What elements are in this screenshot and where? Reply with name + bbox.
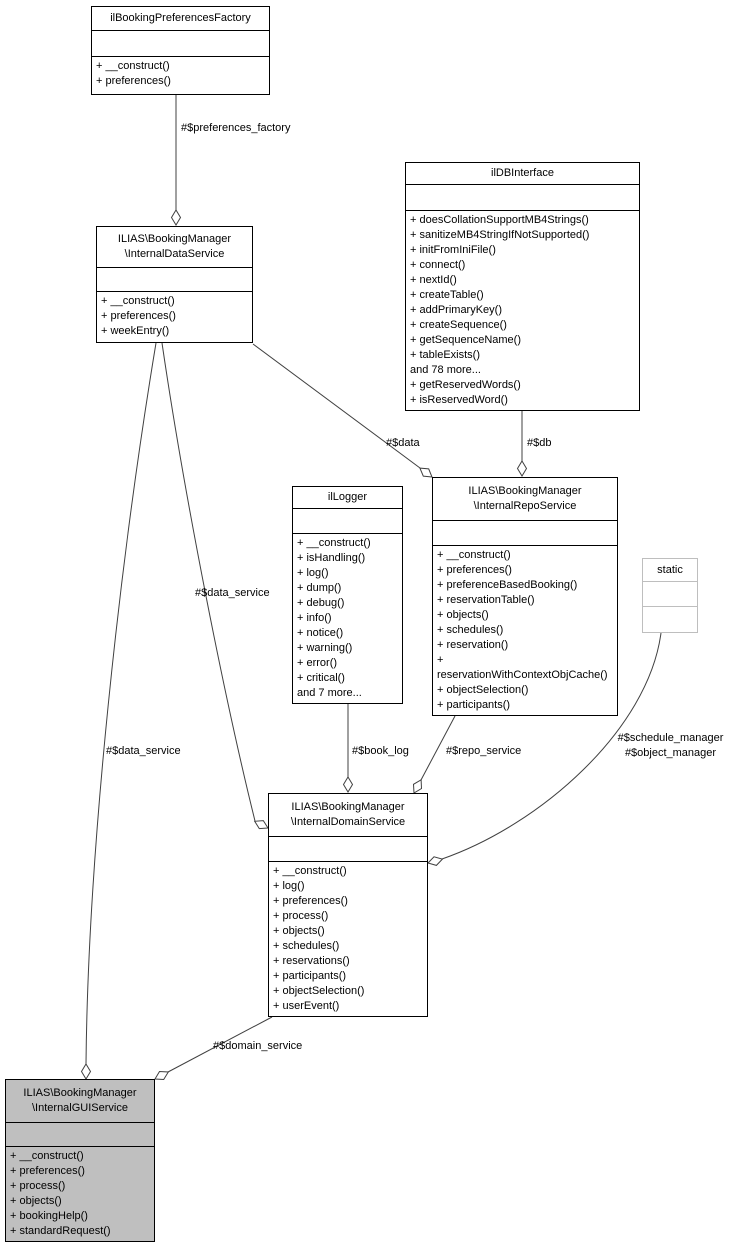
class-title <box>6 1080 154 1123</box>
attributes-compartment <box>433 521 617 546</box>
edge-label-data-service-domain: #$data_service <box>195 587 270 599</box>
method-label: + preferences() <box>101 310 176 322</box>
method-label: + connect() <box>410 259 466 271</box>
class-title-line: ILIAS\BookingManager <box>468 485 582 497</box>
edge-label-data-service-gui: #$data_service <box>106 745 181 757</box>
method-label: + preferenceBasedBooking() <box>437 579 578 591</box>
class-box-internal-repo-service[interactable] <box>432 477 618 716</box>
aggregation-diamond-data <box>420 468 432 477</box>
method-label: + addPrimaryKey() <box>410 304 503 316</box>
methods-compartment <box>97 292 252 342</box>
edge-label-book-log: #$book_log <box>352 745 409 757</box>
method-label: and 78 more... <box>410 364 481 376</box>
method-label: + __construct() <box>297 537 371 549</box>
aggregation-diamond-book-log <box>344 777 353 792</box>
method-label: + __construct() <box>96 60 170 72</box>
class-title-line: ILIAS\BookingManager <box>23 1087 137 1099</box>
method-label: and 7 more... <box>297 687 362 699</box>
method-label: + info() <box>297 612 332 624</box>
method-label: + participants() <box>437 699 511 711</box>
class-title-line: \InternalDataService <box>124 248 225 260</box>
methods-compartment <box>269 862 427 1016</box>
method-label: + isHandling() <box>297 552 366 564</box>
class-title-line: static <box>657 563 683 576</box>
class-title-line: ilLogger <box>327 491 368 503</box>
attributes-compartment <box>293 509 402 534</box>
methods-compartment <box>433 546 617 715</box>
method-label: + createTable() <box>410 289 484 301</box>
method-label: + sanitizeMB4StringIfNotSupported() <box>410 229 590 241</box>
method-label: + tableExists() <box>410 349 480 361</box>
aggregation-diamond-data-service-domain <box>255 821 268 829</box>
method-label: + __construct() <box>10 1150 84 1162</box>
method-label: + userEvent() <box>273 1000 340 1012</box>
method-label: + reservationWithContextObjCache() <box>437 654 608 681</box>
method-label: + doesCollationSupportMB4Strings() <box>410 214 589 226</box>
edge-label-repo-service: #$repo_service <box>446 745 522 757</box>
class-box-static[interactable] <box>642 558 698 633</box>
class-title <box>406 163 639 185</box>
method-label: + preferences() <box>273 895 348 907</box>
method-label: + preferences() <box>96 75 171 87</box>
method-label: + preferences() <box>437 564 512 576</box>
method-label: + reservation() <box>437 639 509 651</box>
methods-compartment <box>6 1147 154 1241</box>
edge-label-line: #$schedule_manager <box>617 732 724 744</box>
method-label: + getReservedWords() <box>410 379 521 391</box>
aggregation-diamond-data-service-gui <box>82 1064 91 1079</box>
method-label: + process() <box>10 1180 66 1192</box>
edge-label-domain-service: #$domain_service <box>213 1040 303 1052</box>
edge-data-service-gui <box>86 343 156 1064</box>
method-label: + debug() <box>297 597 345 609</box>
method-label: + getSequenceName() <box>410 334 521 346</box>
class-title <box>643 559 697 582</box>
class-box-il-booking-preferences-factory[interactable] <box>91 6 270 95</box>
attributes-compartment <box>406 185 639 211</box>
class-title-line: ILIAS\BookingManager <box>117 233 232 245</box>
class-box-il-logger[interactable] <box>292 486 403 704</box>
aggregation-diamond-db <box>518 461 527 476</box>
attributes-compartment <box>643 582 697 607</box>
method-label: + objectSelection() <box>273 985 365 997</box>
class-title-line: ilBookingPreferencesFactory <box>110 12 251 24</box>
class-box-il-db-interface[interactable] <box>405 162 640 411</box>
method-label: + weekEntry() <box>101 325 170 337</box>
methods-compartment <box>293 534 402 703</box>
method-label: + warning() <box>297 642 353 654</box>
class-title-line: ilDBInterface <box>491 167 554 179</box>
class-title-line: \InternalGUIService <box>32 1102 128 1114</box>
method-label: + reservations() <box>273 955 350 967</box>
method-label: + schedules() <box>437 624 504 636</box>
method-label: + preferences() <box>10 1165 85 1177</box>
class-title <box>92 7 269 31</box>
methods-compartment <box>643 607 697 632</box>
class-title-line: \InternalRepoService <box>473 500 577 512</box>
method-label: + standardRequest() <box>10 1225 111 1237</box>
class-title-line: ILIAS\BookingManager <box>291 801 405 813</box>
methods-compartment <box>406 211 639 410</box>
method-label: + bookingHelp() <box>10 1210 88 1222</box>
methods-compartment <box>92 57 269 94</box>
edge-label-db: #$db <box>527 437 552 449</box>
class-title <box>433 478 617 521</box>
class-title-line: \InternalDomainService <box>290 816 406 828</box>
attributes-compartment <box>92 31 269 57</box>
method-label: + participants() <box>273 970 347 982</box>
method-label: + objects() <box>273 925 325 937</box>
method-label: + critical() <box>297 672 345 684</box>
method-label: + log() <box>273 880 305 892</box>
method-label: + isReservedWord() <box>410 394 508 406</box>
method-label: + createSequence() <box>410 319 507 331</box>
method-label: + nextId() <box>410 274 457 286</box>
method-label: + process() <box>273 910 329 922</box>
method-label: + log() <box>297 567 329 579</box>
attributes-compartment <box>6 1123 154 1147</box>
method-label: + dump() <box>297 582 342 594</box>
method-label: + objects() <box>10 1195 62 1207</box>
attributes-compartment <box>269 837 427 862</box>
aggregation-diamond-repo-service <box>414 780 422 793</box>
edge-label-preferences-factory: #$preferences_factory <box>181 122 291 134</box>
aggregation-diamond-domain-service <box>155 1072 168 1080</box>
aggregation-diamond-schedule-object-manager <box>428 857 442 866</box>
method-label: + __construct() <box>273 865 347 877</box>
aggregation-diamond-preferences-factory <box>172 210 181 225</box>
class-title <box>97 227 252 268</box>
class-box-internal-data-service[interactable] <box>96 226 253 343</box>
class-box-internal-gui-service[interactable] <box>5 1079 155 1242</box>
class-box-internal-domain-service[interactable] <box>268 793 428 1017</box>
class-title <box>293 487 402 509</box>
attributes-compartment <box>97 268 252 292</box>
method-label: + objectSelection() <box>437 684 529 696</box>
edge-label-schedule-object-manager <box>600 731 741 761</box>
method-label: + initFromIniFile() <box>410 244 496 256</box>
method-label: + reservationTable() <box>437 594 535 606</box>
method-label: + schedules() <box>273 940 340 952</box>
edge-label-data: #$data <box>386 437 420 449</box>
method-label: + __construct() <box>101 295 175 307</box>
method-label: + error() <box>297 657 338 669</box>
method-label: + objects() <box>437 609 489 621</box>
edge-label-line: #$object_manager <box>624 747 717 759</box>
method-label: + notice() <box>297 627 344 639</box>
class-title <box>269 794 427 837</box>
method-label: + __construct() <box>437 549 511 561</box>
